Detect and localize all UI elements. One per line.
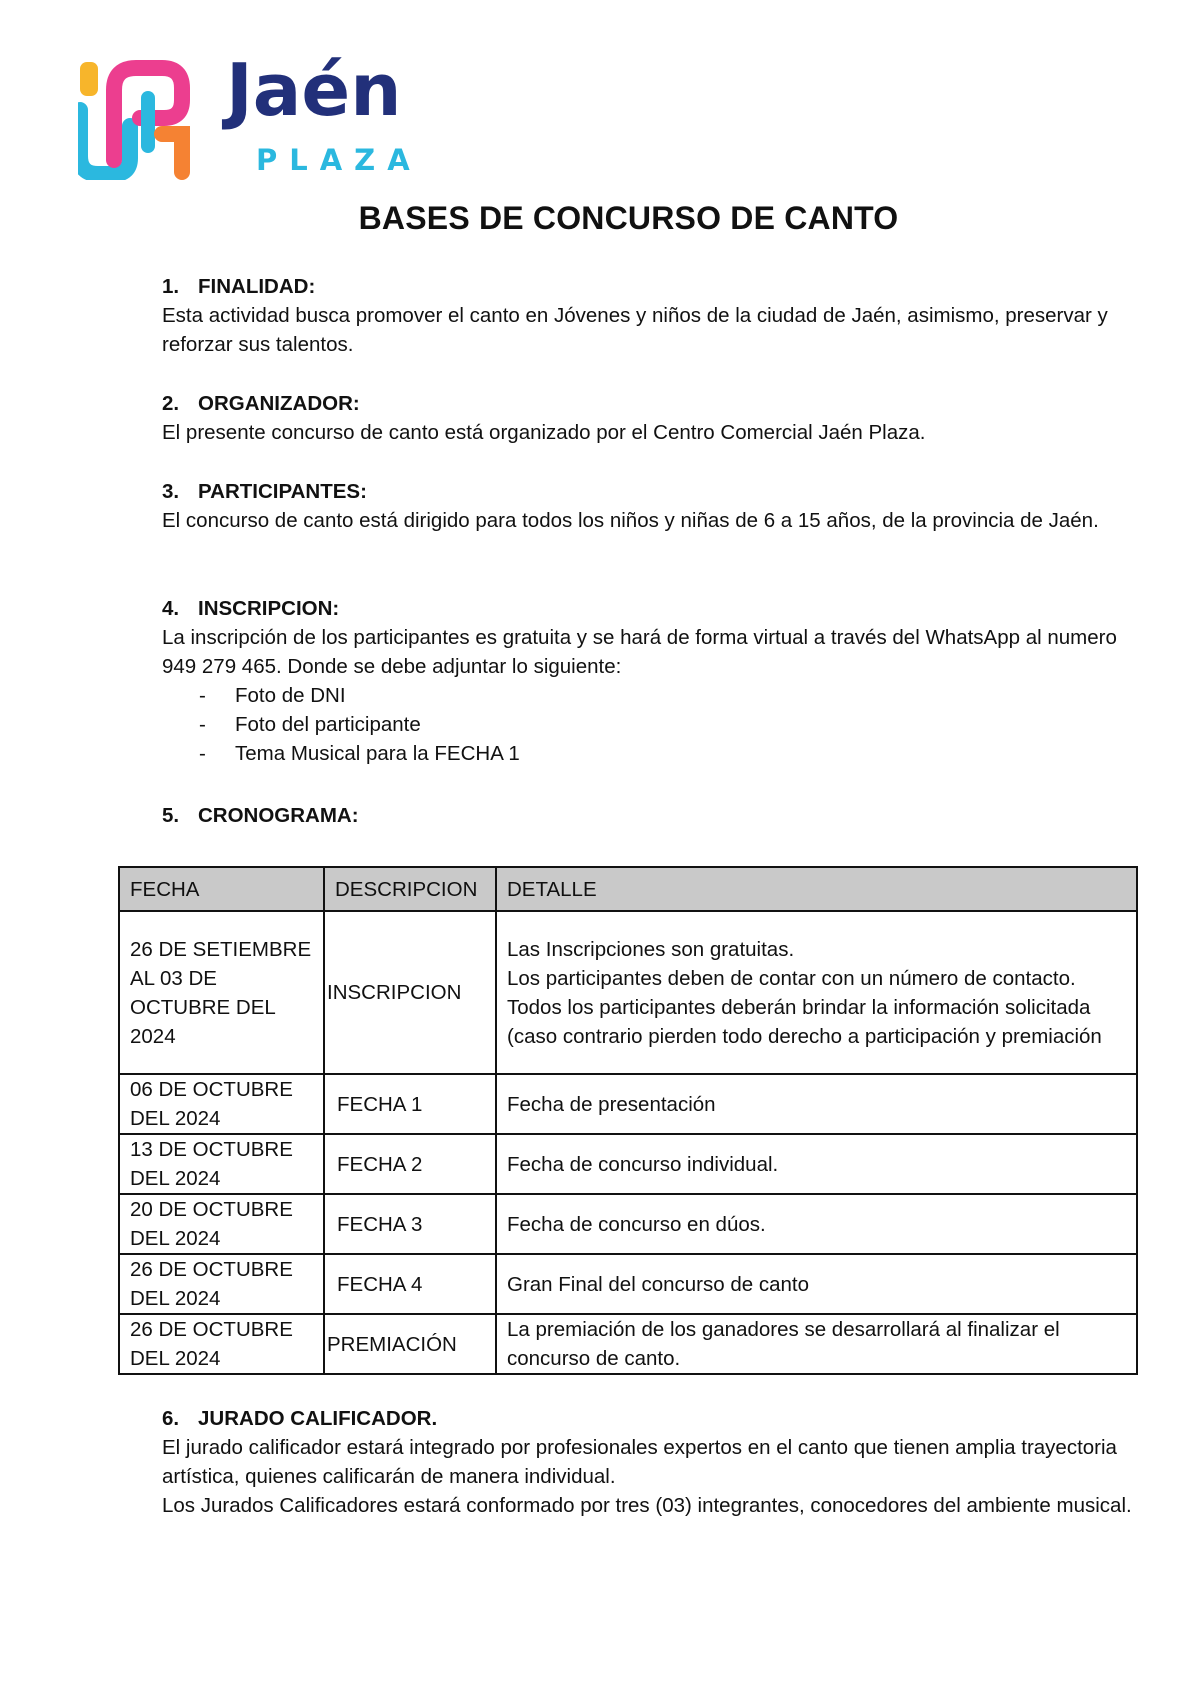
section-text: El concurso de canto está dirigido para todos los niños y niñas de 6 a 15 años, de la provincia de Jaén. xyxy=(162,509,1099,532)
schedule-table xyxy=(118,866,1138,1375)
header-fecha: FECHA xyxy=(119,867,324,911)
section-text: El jurado calificador estará integrado por profesionales expertos en el canto que tienen amplia trayectoria artística, quienes calificarán de manera individual. xyxy=(162,1436,1117,1488)
cell-detalle: Fecha de concurso individual. xyxy=(496,1134,1137,1194)
section-jurado xyxy=(162,1404,1132,1520)
table-row xyxy=(119,1134,1137,1194)
header-descripcion: DESCRIPCION xyxy=(324,867,496,911)
section-text: Los Jurados Calificadores estará conformado por tres (03) integrantes, conocedores del ambiente musical. xyxy=(162,1494,1132,1517)
cell-detalle: Fecha de concurso en dúos. xyxy=(496,1194,1137,1254)
cell-descripcion: INSCRIPCION xyxy=(324,911,496,1074)
logo-wordmark: Jaén xyxy=(226,48,402,132)
section-heading: 5. CRONOGRAMA: xyxy=(162,804,359,827)
cell-detalle: Fecha de presentación xyxy=(496,1074,1137,1134)
section-text: Esta actividad busca promover el canto en Jóvenes y niños de la ciudad de Jaén, asimismo, preservar y reforzar sus talentos. xyxy=(162,304,1108,356)
section-heading: 1. FINALIDAD: xyxy=(162,275,316,298)
logo-mark-icon xyxy=(78,60,218,180)
cell-detalle: La premiación de los ganadores se desarrollará al finalizar el concurso de canto. xyxy=(496,1314,1137,1374)
cell-descripcion: FECHA 4 xyxy=(324,1254,496,1314)
logo-subtitle: PLAZA xyxy=(256,143,422,177)
list-item: - Foto del participante xyxy=(162,710,1132,739)
cell-fecha: 26 DE OCTUBRE DEL 2024 xyxy=(119,1314,324,1374)
section-participantes xyxy=(162,477,1132,535)
table-row xyxy=(119,1314,1137,1374)
cell-detalle: Gran Final del concurso de canto xyxy=(496,1254,1137,1314)
jaen-plaza-logo xyxy=(78,48,438,180)
cell-fecha: 26 DE OCTUBRE DEL 2024 xyxy=(119,1254,324,1314)
section-heading: 3. PARTICIPANTES: xyxy=(162,480,367,503)
section-text: La inscripción de los participantes es gratuita y se hará de forma virtual a través del WhatsApp al numero 949 279 465. Donde se debe adjuntar lo siguiente: xyxy=(162,626,1117,678)
cell-descripcion: FECHA 3 xyxy=(324,1194,496,1254)
cell-descripcion: FECHA 1 xyxy=(324,1074,496,1134)
table-row xyxy=(119,1254,1137,1314)
section-heading: 6. JURADO CALIFICADOR. xyxy=(162,1407,438,1430)
requirements-list xyxy=(162,681,1132,768)
section-heading: 4. INSCRIPCION: xyxy=(162,597,340,620)
cell-fecha: 13 DE OCTUBRE DEL 2024 xyxy=(119,1134,324,1194)
table-header-row xyxy=(119,867,1137,911)
table-row xyxy=(119,911,1137,1074)
cell-fecha: 26 DE SETIEMBRE AL 03 DE OCTUBRE DEL 2024 xyxy=(119,911,324,1074)
list-item: - Foto de DNI xyxy=(162,681,1132,710)
cell-descripcion: FECHA 2 xyxy=(324,1134,496,1194)
cell-fecha: 06 DE OCTUBRE DEL 2024 xyxy=(119,1074,324,1134)
cell-detalle: Las Inscripciones son gratuitas. Los participantes deben de contar con un número de contacto. Todos los participantes deberán brindar la información solicitada (caso contrario pierden todo derecho a participación y premiación xyxy=(496,911,1137,1074)
cell-descripcion: PREMIACIÓN xyxy=(324,1314,496,1374)
table-row xyxy=(119,1194,1137,1254)
section-inscripcion xyxy=(162,594,1132,768)
list-item: - Tema Musical para la FECHA 1 xyxy=(162,739,1132,768)
section-finalidad xyxy=(162,272,1132,359)
table-row xyxy=(119,1074,1137,1134)
page-title: BASES DE CONCURSO DE CANTO xyxy=(358,200,899,236)
section-cronograma xyxy=(162,801,1132,830)
section-organizador xyxy=(162,389,1132,447)
cell-fecha: 20 DE OCTUBRE DEL 2024 xyxy=(119,1194,324,1254)
header-detalle: DETALLE xyxy=(496,867,1137,911)
section-heading: 2. ORGANIZADOR: xyxy=(162,392,360,415)
section-text: El presente concurso de canto está organizado por el Centro Comercial Jaén Plaza. xyxy=(162,421,926,444)
